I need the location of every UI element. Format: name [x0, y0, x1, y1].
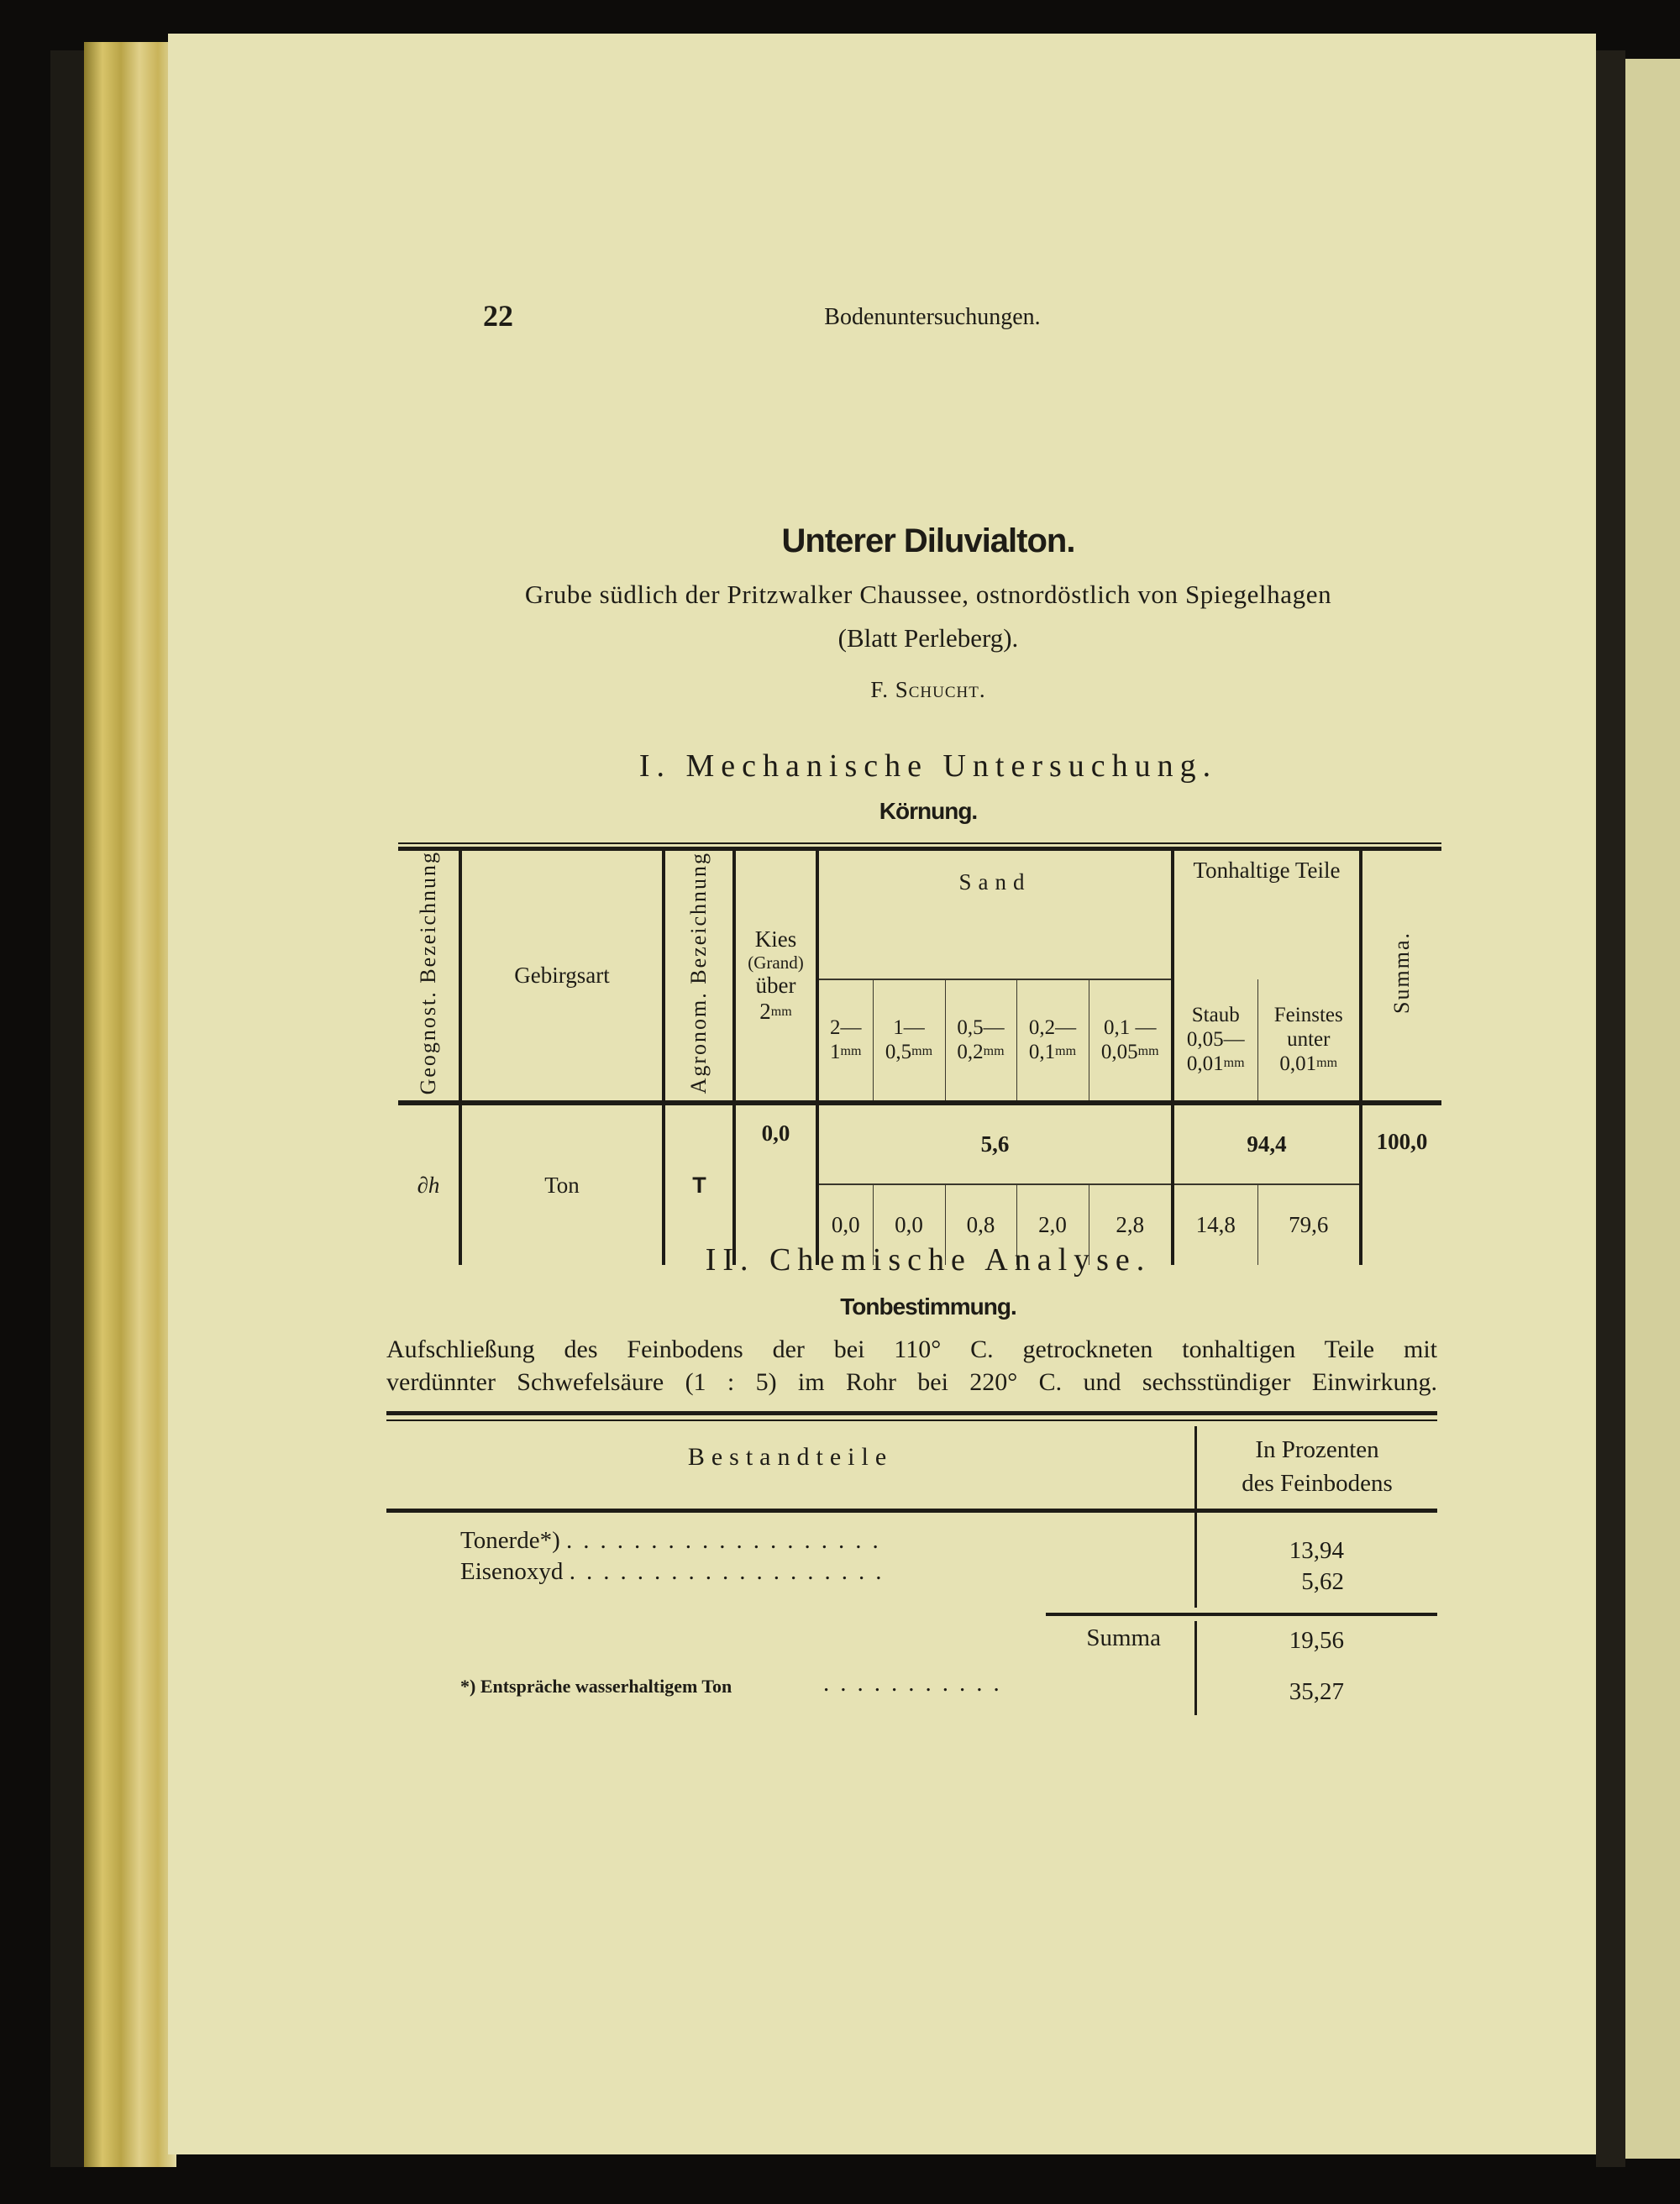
table2-header-rule — [386, 1509, 1437, 1513]
table2-top-thin-rule — [386, 1419, 1437, 1421]
header-feinstes: Feinstes unter $0,01^{mm}$ — [1257, 979, 1361, 1103]
value-tonerde: 13,94 — [1289, 1537, 1344, 1564]
cell-sand-2: 0,0 — [873, 1184, 945, 1265]
mechanical-analysis-table — [398, 847, 1441, 1265]
header-sand-2-1: 2— $1^{mm}$ — [817, 979, 873, 1103]
cell-geognost: ∂h — [398, 1103, 460, 1265]
section2-heading: II. Chemische Analyse. — [705, 1242, 1152, 1278]
header-kies: Kies (Grand) über $2^{mm}$ — [734, 849, 817, 1104]
header-gebirgsart: Gebirgsart — [460, 849, 664, 1104]
cell-staub: 14,8 — [1173, 1184, 1257, 1265]
header-sand: Sand — [817, 849, 1173, 979]
header-prozent-2: des Feinbodens — [1242, 1470, 1393, 1497]
summa-label: Summa — [1086, 1624, 1161, 1651]
cell-kies: 0,0 — [734, 1103, 817, 1265]
header-geognost: Geognost. Bezeichnung — [398, 849, 460, 1104]
book-gutter — [1596, 50, 1625, 2167]
cell-sand-total: 5,6 — [817, 1103, 1173, 1184]
header-staub: Staub 0,05— $0,01^{mm}$ — [1173, 979, 1257, 1103]
running-title: Bodenuntersuchungen. — [824, 304, 1041, 330]
header-tonhaltige: Tonhaltige Teile — [1173, 849, 1361, 979]
row-tonerde: Tonerde*) ................... — [460, 1527, 890, 1554]
header-summa: Summa. — [1361, 849, 1441, 1104]
location-line-2: (Blatt Perleberg). — [837, 623, 1019, 653]
table-row — [398, 1103, 1441, 1184]
article-title: Unterer Diluvialton. — [781, 522, 1075, 559]
location-line-1: Grube südlich der Pritzwalker Chaussee, ostnordöstlich von Spiegelhagen — [524, 580, 1332, 609]
row-eisenoxyd: Eisenoxyd ................... — [460, 1558, 893, 1585]
footnote-label: *) Entspräche wasserhaltigem Ton — [460, 1676, 732, 1697]
author: F. Schucht. — [870, 677, 986, 702]
header-agronom: Agronom. Bezeichnung — [664, 849, 734, 1104]
cell-summa: 100,0 — [1361, 1103, 1441, 1265]
cell-feinstes: 79,6 — [1257, 1184, 1361, 1265]
header-sand-01-005: 0,1 — $0,05^{mm}$ — [1089, 979, 1173, 1103]
section1-heading: I. Mechanische Untersuchung. — [638, 748, 1218, 784]
section1-subheading: Körnung. — [879, 798, 978, 824]
header-sand-02-01: 0,2— $0,1^{mm}$ — [1016, 979, 1089, 1103]
summa-value: 19,56 — [1289, 1627, 1344, 1654]
cell-sand-5: 2,8 — [1089, 1184, 1173, 1265]
header-sand-1-05: 1— $0,5^{mm}$ — [873, 979, 945, 1103]
next-page-edge — [1625, 59, 1680, 2159]
summa-rule — [1046, 1613, 1437, 1616]
cell-agronom: T — [664, 1103, 734, 1265]
header-bestandteile: Bestandteile — [687, 1443, 894, 1471]
cell-gebirgsart: Ton — [460, 1103, 664, 1265]
paragraph-line-2: verdünnter Schwefelsäure (1 : 5) im Rohr bei 220° C. und sechsstündiger Einwirkung. — [386, 1368, 1437, 1396]
table2-top-rule — [386, 1411, 1437, 1415]
cell-sand-3: 0,8 — [945, 1184, 1016, 1265]
footnote-dots: ........... — [823, 1670, 1011, 1697]
header-prozent-1: In Prozenten — [1255, 1436, 1379, 1463]
value-eisenoxyd: 5,62 — [1301, 1568, 1344, 1595]
table-top-thin-rule — [398, 842, 1441, 844]
page-number: 22 — [483, 299, 513, 333]
section2-subheading: Tonbestimmung. — [840, 1294, 1016, 1320]
page-edges — [84, 42, 176, 2167]
cell-sand-1: 0,0 — [817, 1184, 873, 1265]
paragraph-line-1: Aufschließung des Feinbodens der bei 110° C. getrockneten tonhaltigen Teile mit — [386, 1336, 1437, 1363]
header-sand-05-02: 0,5— $0,2^{mm}$ — [945, 979, 1016, 1103]
cell-ton-total: 94,4 — [1173, 1103, 1361, 1184]
cell-sand-4: 2,0 — [1016, 1184, 1089, 1265]
table2-divider-lower — [1194, 1621, 1197, 1715]
footnote-value: 35,27 — [1289, 1678, 1344, 1705]
